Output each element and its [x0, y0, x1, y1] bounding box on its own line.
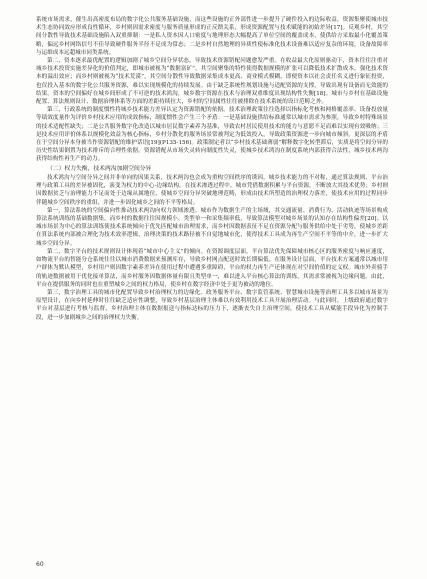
page-number: 60 — [36, 561, 44, 568]
paragraph-6: 第二，数字平台的技术规则设计体现着“城市中心主义”的倾向。在资源调度层面，平台算法优先保障城市核心区的服务密度与响应速度，如物流平台的智能分仓系统往往以城市消费数据来预测库存，导致乡村网点配送时效长期偏低。在服务设计层面，平台技术方案通常以城市用户群体为默认模型，乡村用户则因数字素养差异在使用过程中遭遇多重障碍，平台的权力再生产还体现在对空间价值的定义权。城市外卖骑手的轨迹数据被用于优化接单算法，而乡村服务因数据体量有限且类型单一，难以进入平台核心算法的训练，其需求常被视为边缘问题。由此，平台在提供服务的同时也在重塑城乡之间的权力格局，使乡村在数字经济中处于更为被动的地位。 — [36, 248, 388, 288]
paragraph-3: 第三，行政系统的制度惯性将城乡技术能力差异认定为资源错配的依据。技术治理政策往往选择以指标化考核和网格覆盖率、设备投放量等绩效度量作为评价乡村技术应用的成效指标，制度惯性会产生三个矛盾：一是基础设施供给标准通常以城市需求为参照，导致乡村特殊场景的技术适配性缺失；二是公共服务数字化改造以城市居民数字素养为基准，导致农村居民使用技术的能力与意愿不足而难以实现有效吸纳；三是技术应用评价体系以规模化效益为核心指标，乡村分散化的服务场景常被判定为低效投入，导致政策资源进一步向城市倾斜。更深层的矛盾在于空间分异本身被当作资源错配的维护话语[19](P135-156)。政策制定者以“乡村技术基础薄弱”解释数字化转型滞后，实质是将空间分异的历史性结果倒置为技术排斥的合理性依据。资源错配从市场失灵转向制度性失灵，使城乡技术鸿沟在制度系统内部获得合法性，城乡技术两沟获得结构性再生产的动力。 — [36, 107, 388, 163]
section-heading: （二）权力失衡，技术两沟加剧空间分异 — [47, 165, 152, 172]
paragraph-1: 系统市场需求，催生出高密度布局的数字化公共服务基础设施，而这些设施的正外部性进一步提升了硬件投入的边际收益。资源集聚使城市技术生态协同效应形成良性循环，乡村则因需求密度与服务质量形成的正反馈关系，形成资源配置与技术赋能的初始差异[17]。反观乡村，其空间分散性导致技术基础设施陷入双重抑制：一是私人资本因人口密度与地理形态大幅提高了单位空间的覆盖成本，使供给方采取最小化覆盖策略，偏远乡村网络信号不佳导致硬件服务半径不足成为常态；二是乡村自然地理的异质性使标准化技术设备难以适应复杂的环境，设备故障率与运维成本远超城市同类系统。 — [36, 17, 388, 56]
paragraph-4: 技术鸿沟与空间分异之间并非单向的因果关系，技术两沟也会成为重构空间秩序的诱因。城乡技术能力的不对称，通过算法规则、平台治理与政策工具的差异被固化，演变为权力的中心-边缘结构。在技术渗透过程中，城市凭借数据积累与平台资源，不断放大其技术优势；乡村则因数据贫乏与治理能力不足而处于边缘从属地位，使城乡空间分异突破地理范畴，形成由技术所塑造的治理权力落差，使技术应用的过程同步伴随城乡空间秩序的重组，并进一步固化城乡之间的不平等格局。 — [36, 175, 388, 206]
paragraph-7: 第三，数字治理工具的城市化配置导致乡村治理权力的边缘化。政务服务平台、数字监管系统、智慧城市设施等治理工具多以城市场景为原型设计，在向乡村延伸时往往缺乏适应性调整，导致乡村基层治理主体难以有效利用技术工具开展治理活动。与此同时，上级政府通过数字平台对基层进行考核与监督，乡村治理主体在数据报送与指标达标的压力下，逐渐丧失自主治理空间，使技术工具从赋能手段异化为控制手段，进一步加剧城乡之间的治理权力失衡。 — [36, 289, 388, 321]
body-text — [36, 16, 388, 322]
paragraph-5: 第一，算法系统的空间偏向性推动技术两沟向权力领域渗透。城市作为数据生产的主场域，其交通流量、消费行为、活动轨迹等场景构成算法系统训练的基础数据集。而乡村的数据往往因规模小、类型单一和采集频率低，导致算法模型对城乡场景的认知存在结构性偏差[20]。以城市场景为中心的算法训练使技术系统倾向于优先匹配城市治理需求，而乡村因数据表征不足在资源分配与服务供给中处于劣势，使城乡差距在算法系统内部被合理化为技术效率逻辑，治理决策的技术路径被不自觉地城市化，使得技术工具成为再生产空间不平等的中介，进一步扩大城乡空间分异。 — [36, 207, 388, 247]
paragraph-2: 第二，资本逐求最优配置的逻辑加剧了城乡空间分异状态，导致技术资源错配问题愈发严重。在收益最大化原则驱动下，资本往往注重对城乡技术投资实施差异化的价值判定，即城市被视为“数据富矿”，其空间聚集的特性使得数据规模的扩张可以降低技术扩散成本，强化技术资本的溢出效应；而乡村则被视为“技术荒漠”，其空间分散性导致数据采集成本更高、商业模式模糊，即便资本以社会责任名义进行象征投资，也仅投入基本的数字化公共服务资源，难以实现规模化的持续发展。由于缺乏系统性规划设施与适配资源的支撑，导致出现有设备而无效能的结果。资本的空间偏好在城乡间形成了不可逆的技术鸿沟，城乡数字资源在技术与治理双重维度出现结构性失衡[18]。城市与乡村在基础设施配置、算法规则设计、数据治理体系等方面的差距持续拉大，乡村的空间属性往往被排除在技术系统的设计范畴之外。 — [36, 58, 388, 106]
